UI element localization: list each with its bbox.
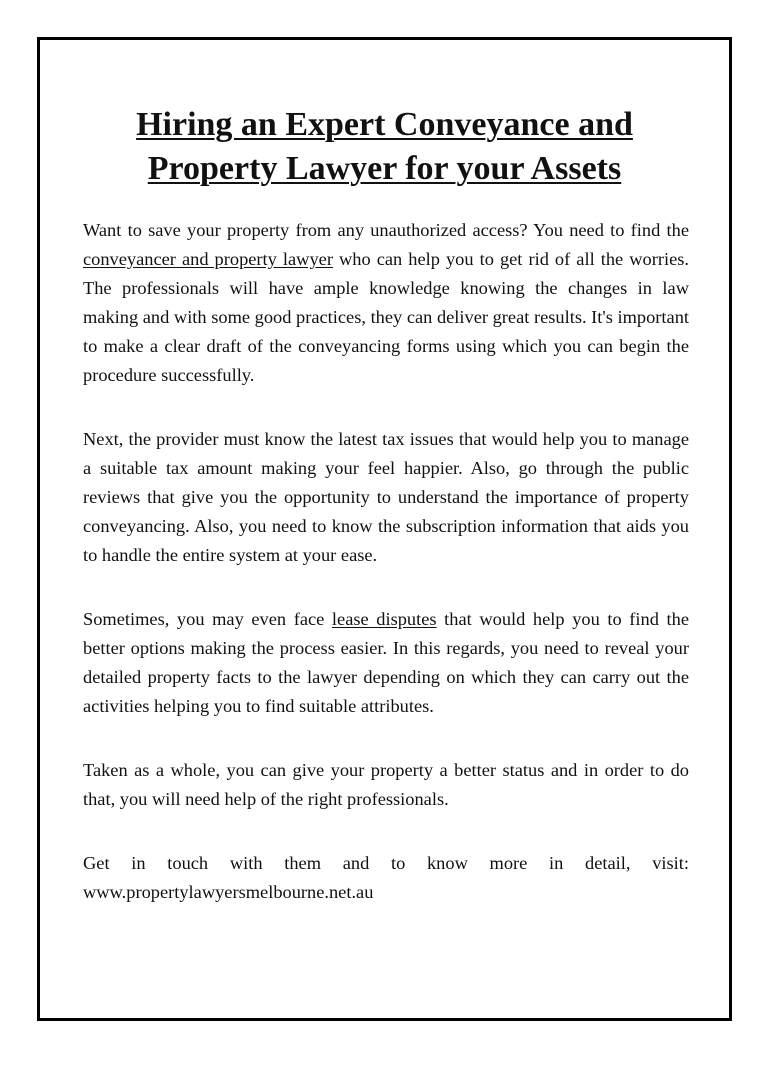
paragraph-intro-text-1: Want to save your property from any unauthorized access? You need to find the: [83, 220, 689, 240]
title-line-1: Hiring an Expert Conveyance and: [136, 106, 633, 143]
paragraph-tax: Next, the provider must know the latest tax issues that would help you to manage a suitable tax amount making your feel happier. Also, go through the public reviews that give you the opportunity to understand the importance of property conveyancing. Also, you need to know the subscription information that aids you to handle the entire system at your ease.: [83, 429, 689, 565]
page-border: [37, 37, 732, 1021]
conveyancer-link[interactable]: conveyancer and property lawyer: [83, 249, 333, 269]
document-body: [83, 216, 689, 907]
paragraph-intro-text-2: who can help you to get rid of all the worries. The professionals will have ample knowledge knowing the changes in law making and with some good practices, they can deliver great results. It's important to make a clear draft of the conveyancing forms using which you can begin the procedure successfully.: [83, 249, 689, 385]
paragraph-contact: Get in touch with them and to know more in detail, visit: www.propertylawyersmelbourne.net.au: [83, 853, 689, 902]
paragraph-disputes-text-2: that would help you to find the better options making the process easier. In this regards, you need to reveal your detailed property facts to the lawyer depending on which they can carry out the activities helping you to find suitable attributes.: [83, 609, 689, 716]
document-title: [40, 103, 729, 191]
paragraph-disputes: [83, 605, 689, 721]
paragraph-summary: Taken as a whole, you can give your property a better status and in order to do that, you will need help of the right professionals.: [83, 760, 689, 809]
paragraph-intro: [83, 216, 689, 390]
title-line-2: Property Lawyer for your Assets: [147, 150, 622, 187]
paragraph-disputes-text-1: Sometimes, you may even face: [83, 609, 332, 629]
lease-disputes-link[interactable]: lease disputes: [331, 609, 437, 629]
